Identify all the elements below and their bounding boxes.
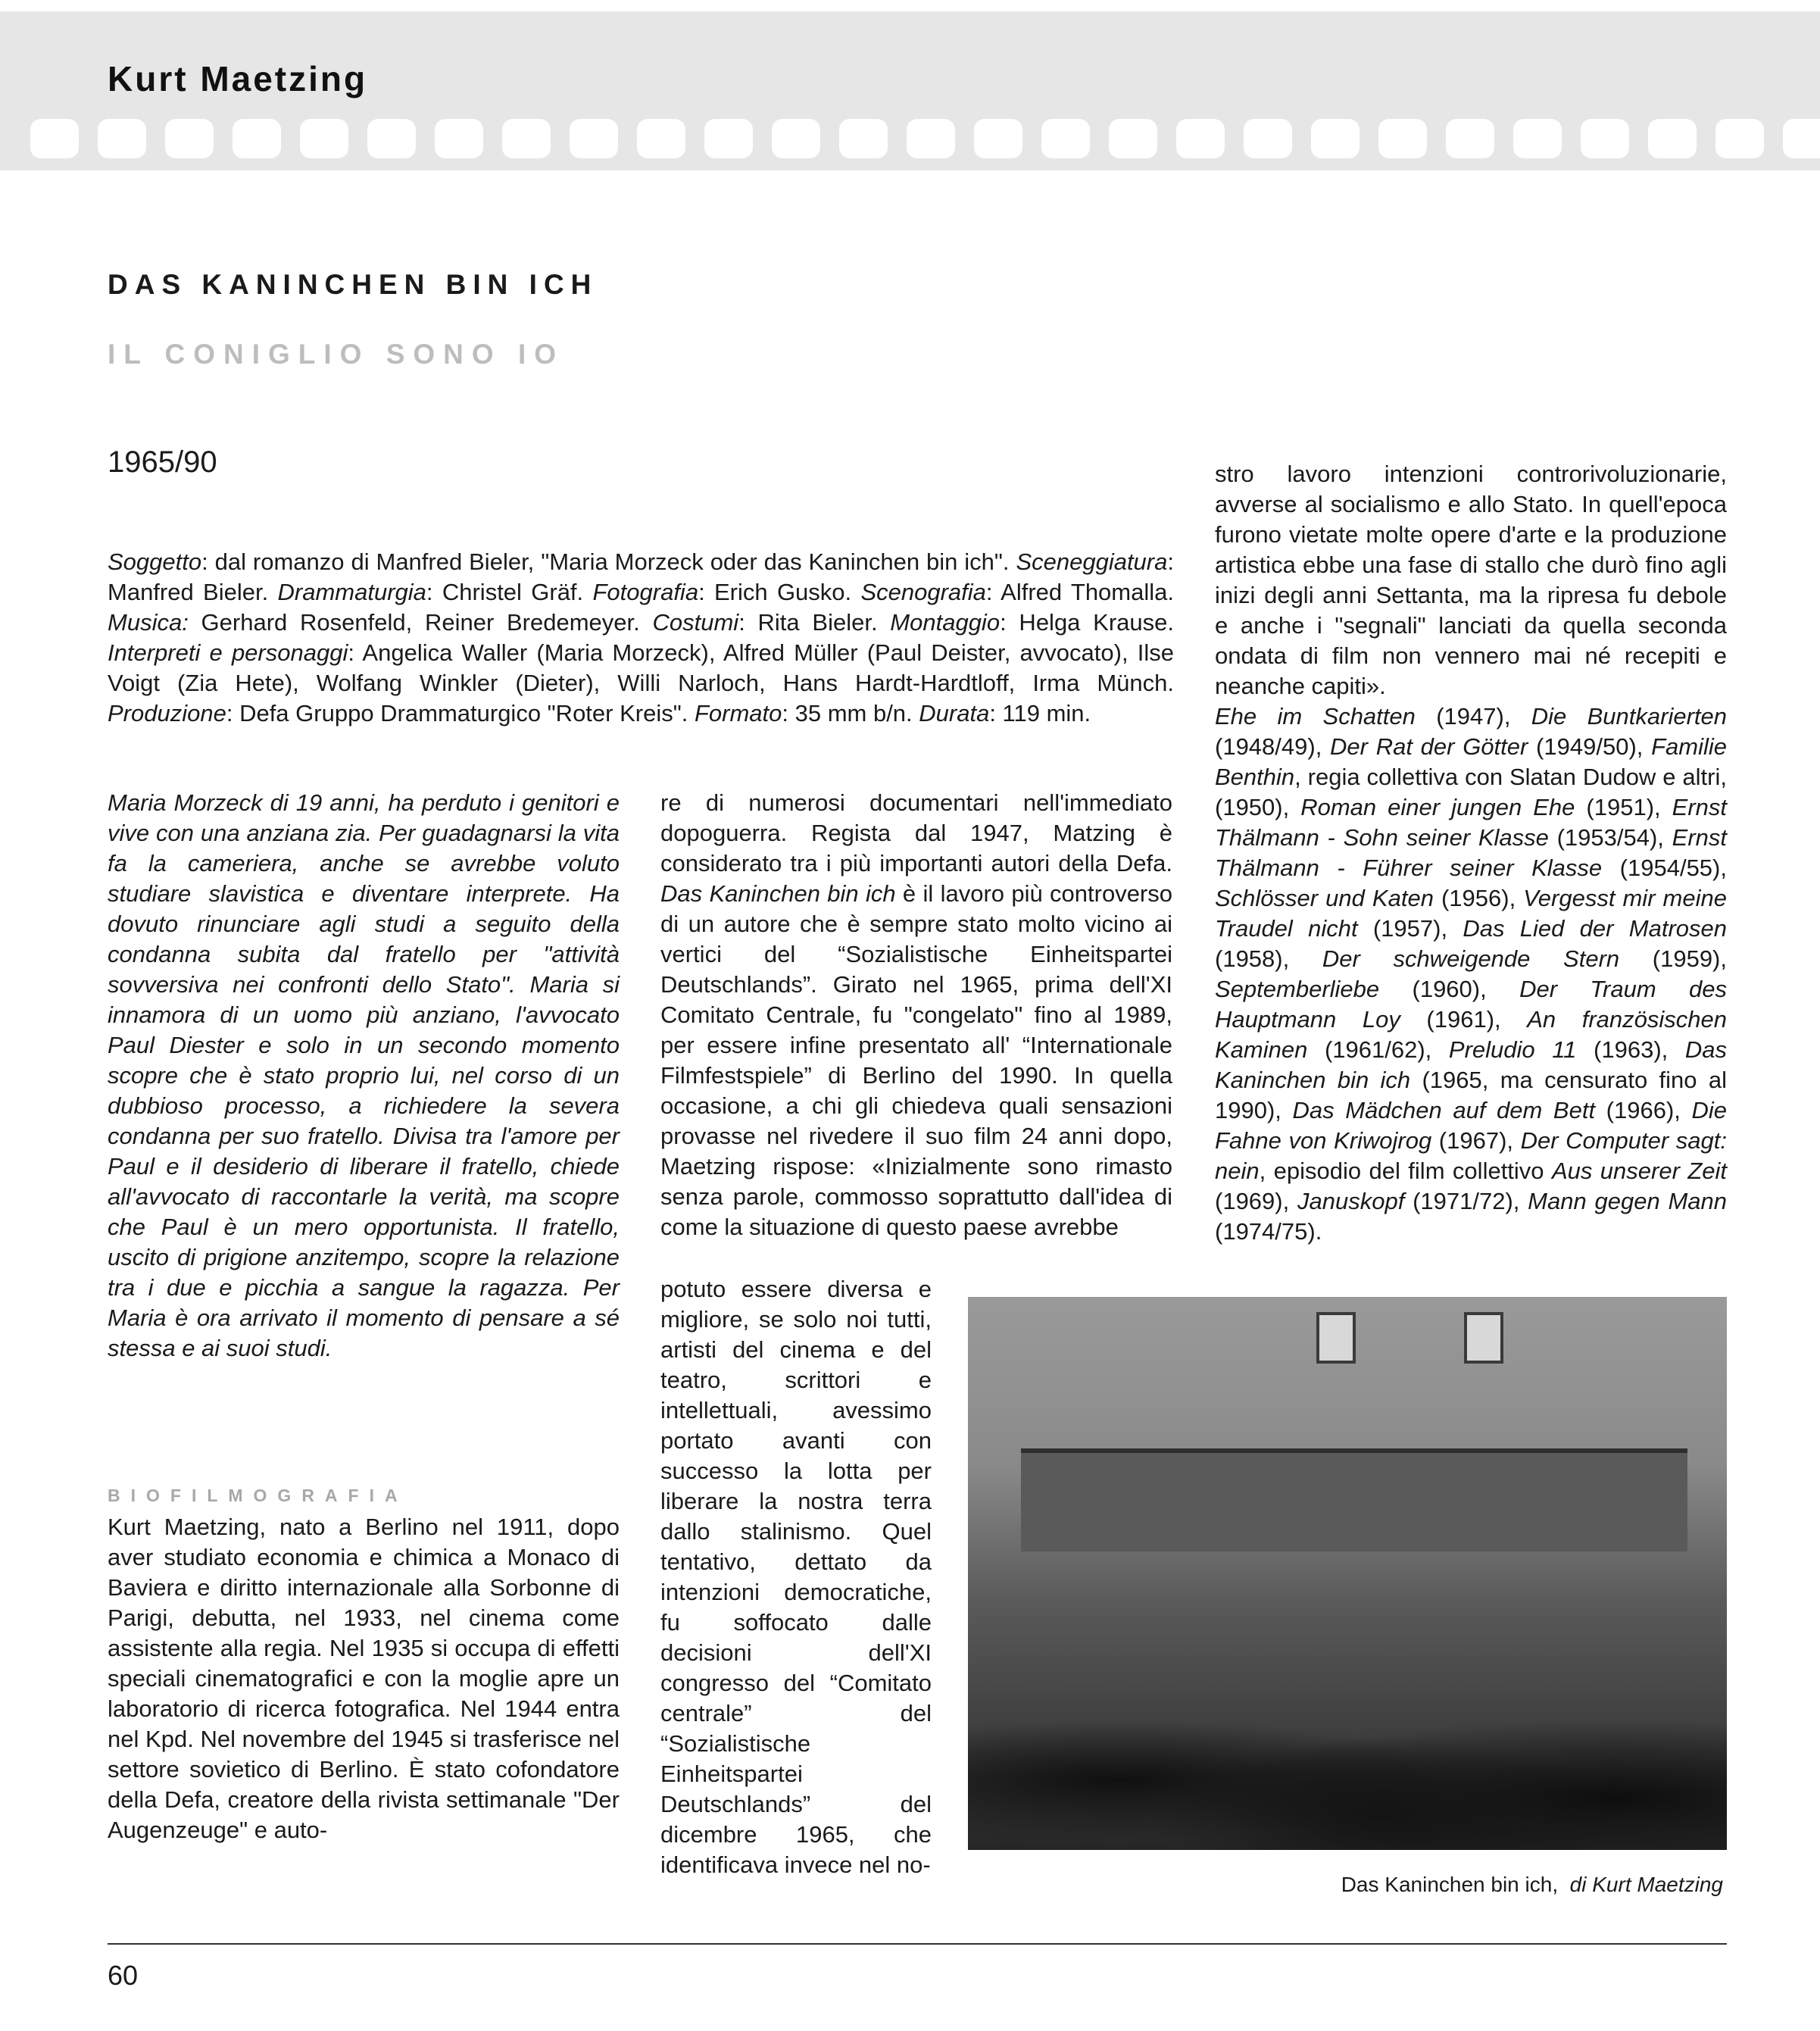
film-year: 1965/90: [108, 445, 217, 479]
synopsis-text: Maria Morzeck di 19 anni, ha perduto i genitori e vive con una anziana zia. Per guadagnarsi la vita fa la cameriera, anche se avrebbe voluto studiare slavistica e diventare interprete. Ha dovuto rinunciare agli studi a seguito della condanna subita dal fratello per "attività sovversiva nei confronti dello Stato". Maria si innamora di un uomo più anziano, l'avvocato Paul Diester e solo in un secondo momento scopre che è stato proprio lui, nel corso di un dubbioso processo, a richiedere la severa condanna per suo fratello. Divisa tra l'amore per Paul e il desiderio di liberare il fratello, chiede all'avvocato di raccontarle la verità, ma scopre che Paul è un mero opportunista. Il fratello, uscito di prigione anzitempo, scopre la relazione tra i due e picchia a sangue la ragazza. Per Maria è ora arrivato il momento di pensare a sé stessa e ai suoi studi.: [108, 789, 620, 1361]
footer-rule: [108, 1943, 1727, 1945]
middle-column-continued: potuto essere diversa e migliore, se solo noi tutti, artisti del cinema e del teatro, scrittori e intellettuali, avessimo portato avanti con successo la lotta per liberare la nostra terra dallo stalinismo. Quel tentativo, dettato da intenzioni democratiche, fu soffocato dalle decisioni dell'XI congresso del “Comitato centrale” del “Sozialistische Einheitspartei Deutschlands” del dicembre 1965, che identificava invece nel no-: [660, 1276, 932, 1878]
middle-column-text: re di numerosi documentari nell'immediato dopoguerra. Regista dal 1947, Matzing è considerato tra i più importanti autori della Defa. Das Kaninchen bin ich è il lavoro più controverso di un autore che è sempre stato molto vicino ai vertici del “Sozialistische Einheitspartei Deutschlands”. Girato nel 1965, prima dell'XI Comitato Centrale, fu "congelato" fino al 1989, per essere infine presentato all' “Internationale Filmfestspiele” di Berlino del 1990. In quella occasione, a chi gli chiedeva quali sensazioni provasse nel rivedere il suo film 24 anni dopo, Maetzing rispose: «Inizialmente sono rimasto senza parole, commosso soprattutto dall'idea di come la situazione di questo paese avrebbe: [660, 789, 1172, 1240]
biography-text: Kurt Maetzing, nato a Berlino nel 1911, dopo aver studiato economia e chimica a Monaco di Baviera e diritto internazionale alla Sorbonne di Parigi, debutta, nel 1933, nel cinema come assistente alla regia. Nel 1935 si occupa di effetti speciali cinematografici e con la moglie apre un laboratorio di ricerca fotografica. Nel 1944 entra nel Kpd. Nel novembre del 1945 si trasferisce nel settore sovietico di Berlino. È stato cofondatore della Defa, creatore della rivista settimanale "Der Augenzeuge" e auto-: [108, 1514, 620, 1843]
right-column: [1215, 459, 1727, 1247]
biofilmography-label: BIOFILMOGRAFIA: [108, 1486, 408, 1505]
right-intro: stro lavoro intenzioni controrivoluzionarie, avverse al socialismo e allo Stato. In quell'epoca furono vietate molte opere d'arte e la produzione artistica ebbe una fase di stallo che durò fino agli inizi degli anni Settanta, ma la ripresa fu debole e anche i "segnali" lanciati da quella seconda ondata di film non vennero mai né recepiti e neanche capiti».: [1215, 461, 1727, 699]
filmography-list: Ehe im Schatten (1947), Die Buntkarierten (1948/49), Der Rat der Götter (1949/50), Familie Benthin, regia collettiva con Slatan Dudow e altri, (1950), Roman einer jungen Ehe (1951), Ernst Thälmann - Sohn seiner Klasse (1953/54), Ernst Thälmann - Führer seiner Klasse (1954/55), Schlösser und Katen (1956), Vergesst mir meine Traudel nicht (1957), Das Lied der Matrosen (1958), Der schweigende Stern (1959), Septemberliebe (1960), Der Traum des Hauptmann Loy (1961), An französischen Kaminen (1961/62), Preludio 11 (1963), Das Kaninchen bin ich (1965, ma censurato fino al 1990), Das Mädchen auf dem Bett (1966), Die Fahne von Kriwojrog (1967), Der Computer sagt: nein, episodio del film collettivo Aus unserer Zeit (1969), Januskopf (1971/72), Mann gegen Mann (1974/75).: [1215, 703, 1728, 1245]
header-title: Kurt Maetzing: [108, 59, 368, 98]
page-number: 60: [108, 1960, 139, 1991]
film-still-photo: [968, 1297, 1727, 1850]
photo-caption: Das Kaninchen bin ich, di Kurt Maetzing: [1341, 1873, 1723, 1896]
film-sprockets: [0, 119, 1820, 163]
credits-block: Soggetto: dal romanzo di Manfred Bieler, "Maria Morzeck oder das Kaninchen bin ich". Sceneggiatura: Manfred Bieler. Drammaturgia: Christel Gräf. Fotografia: Erich Gusko. Scenografia: Alfred Thomalla. Musica: Gerhard Rosenfeld, Reiner Bredemeyer. Costumi: Rita Bieler. Montaggio: Helga Krause. Interpreti e personaggi: Angelica Waller (Maria Morzeck), Alfred Müller (Paul Deister, avvocato), Ilse Voigt (Zia Hete), Wolfang Winkler (Dieter), Willi Narloch, Hans Hardt-Hardtloff, Irma Münch. Produzione: Defa Gruppo Drammaturgico "Roter Kreis". Formato: 35 mm b/n. Durata: 119 min.: [108, 548, 1174, 726]
film-title-original: DAS KANINCHEN BIN ICH: [108, 269, 598, 300]
film-title-italian: IL CONIGLIO SONO IO: [108, 339, 565, 370]
film-strip-header: [0, 11, 1820, 170]
